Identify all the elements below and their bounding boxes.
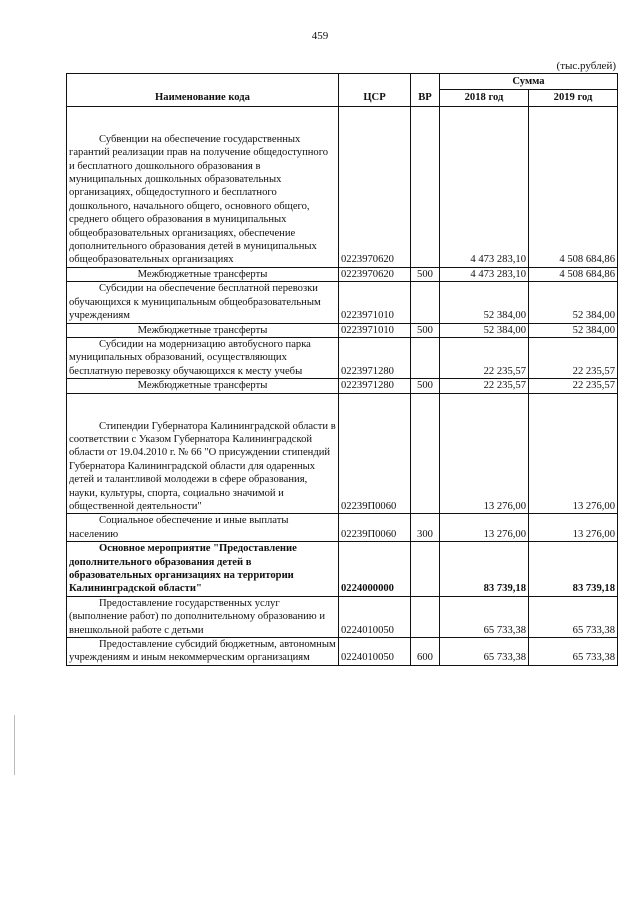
- row-vr: [411, 106, 440, 267]
- row-amount-2019: 4 508 684,86: [529, 267, 618, 281]
- row-name: Стипендии Губернатора Калининградской области в соответствии с Указом Губернатора Калининградской области от 19.04.2010 г. № 66 "О присуждении стипендий Губернатора Калининградской области для одаренных детей и талантливой молодежи в сфере образования, науки, культуры, спорта, социально значимой и общественной деятельности": [67, 393, 339, 514]
- row-vr: 500: [411, 267, 440, 281]
- row-amount-2018: 13 276,00: [440, 514, 529, 542]
- row-name: Основное мероприятие "Предоставление дополнительного образования детей в образовательных организациях на территории Калининградской области": [67, 542, 339, 597]
- row-vr: 600: [411, 638, 440, 666]
- row-csr: 0224000000: [339, 542, 411, 597]
- table-row: [67, 596, 618, 637]
- table-row: [67, 393, 618, 514]
- row-name: Субсидии на обеспечение бесплатной перевозки обучающихся к муниципальным общеобразовательным учреждениям: [67, 282, 339, 323]
- row-amount-2018: 4 473 283,10: [440, 106, 529, 267]
- row-name: Предоставление государственных услуг (выполнение работ) по дополнительному образованию и внешкольной работе с детьми: [67, 596, 339, 637]
- row-amount-2018: 13 276,00: [440, 393, 529, 514]
- row-vr: 300: [411, 514, 440, 542]
- row-vr: 500: [411, 379, 440, 393]
- header-name: Наименование кода: [67, 74, 339, 107]
- row-csr: 0224010050: [339, 638, 411, 666]
- row-amount-2018: 4 473 283,10: [440, 267, 529, 281]
- header-row-top: [67, 74, 618, 90]
- units-label: (тыс.рублей): [556, 60, 616, 72]
- row-name: Социальное обеспечение и иные выплаты населению: [67, 514, 339, 542]
- row-amount-2019: 22 235,57: [529, 337, 618, 378]
- margin-mark: [14, 715, 15, 775]
- row-csr: 02239П0060: [339, 393, 411, 514]
- row-vr: [411, 393, 440, 514]
- row-vr: 500: [411, 323, 440, 337]
- row-amount-2019: 52 384,00: [529, 282, 618, 323]
- row-csr: 0223970620: [339, 106, 411, 267]
- table-row: [67, 542, 618, 597]
- budget-table: [66, 73, 618, 666]
- row-amount-2019: 83 739,18: [529, 542, 618, 597]
- row-csr: 02239П0060: [339, 514, 411, 542]
- row-amount-2019: 65 733,38: [529, 596, 618, 637]
- row-name: Межбюджетные трансферты: [67, 267, 339, 281]
- row-name: Предоставление субсидий бюджетным, автономным учреждениям и иным некоммерческим организациям: [67, 638, 339, 666]
- table-row: [67, 282, 618, 323]
- table-row: [67, 379, 618, 393]
- row-amount-2018: 22 235,57: [440, 379, 529, 393]
- row-amount-2019: 4 508 684,86: [529, 106, 618, 267]
- row-name: Субсидии на модернизацию автобусного парка муниципальных образований, осуществляющих бесплатную перевозку обучающихся к месту учебы: [67, 337, 339, 378]
- row-amount-2018: 83 739,18: [440, 542, 529, 597]
- row-name: Субвенции на обеспечение государственных гарантий реализации прав на получение общедоступного и бесплатного дошкольного образования в муниципальных дошкольных образовательных организациях, общедоступного и бесплатного дошкольного, начального общего, основного общего, среднего общего образования в муниципальных общеобразовательных организациях, обеспечение дополнительного образования детей в муниципальных общеобразовательных организациях: [67, 106, 339, 267]
- row-csr: 0223971280: [339, 337, 411, 378]
- row-amount-2019: 13 276,00: [529, 514, 618, 542]
- table-row: [67, 267, 618, 281]
- row-amount-2019: 65 733,38: [529, 638, 618, 666]
- table-body: [67, 106, 618, 665]
- page-number: 459: [311, 30, 329, 42]
- row-csr: 0223971010: [339, 323, 411, 337]
- table-row: [67, 337, 618, 378]
- header-vr: ВР: [411, 74, 440, 107]
- row-csr: 0223970620: [339, 267, 411, 281]
- row-amount-2019: 52 384,00: [529, 323, 618, 337]
- row-amount-2018: 65 733,38: [440, 638, 529, 666]
- row-vr: [411, 337, 440, 378]
- header-sum: Сумма: [440, 74, 618, 90]
- row-name: Межбюджетные трансферты: [67, 323, 339, 337]
- row-amount-2018: 65 733,38: [440, 596, 529, 637]
- header-year-2019: 2019 год: [529, 90, 618, 106]
- row-vr: [411, 282, 440, 323]
- row-vr: [411, 542, 440, 597]
- row-amount-2019: 22 235,57: [529, 379, 618, 393]
- row-csr: 0224010050: [339, 596, 411, 637]
- table-row: [67, 638, 618, 666]
- table-row: [67, 514, 618, 542]
- row-csr: 0223971010: [339, 282, 411, 323]
- row-amount-2018: 52 384,00: [440, 323, 529, 337]
- row-amount-2019: 13 276,00: [529, 393, 618, 514]
- row-vr: [411, 596, 440, 637]
- row-name: Межбюджетные трансферты: [67, 379, 339, 393]
- header-year-2018: 2018 год: [440, 90, 529, 106]
- header-csr: ЦСР: [339, 74, 411, 107]
- row-amount-2018: 52 384,00: [440, 282, 529, 323]
- table-row: [67, 323, 618, 337]
- row-amount-2018: 22 235,57: [440, 337, 529, 378]
- row-csr: 0223971280: [339, 379, 411, 393]
- table-row: [67, 106, 618, 267]
